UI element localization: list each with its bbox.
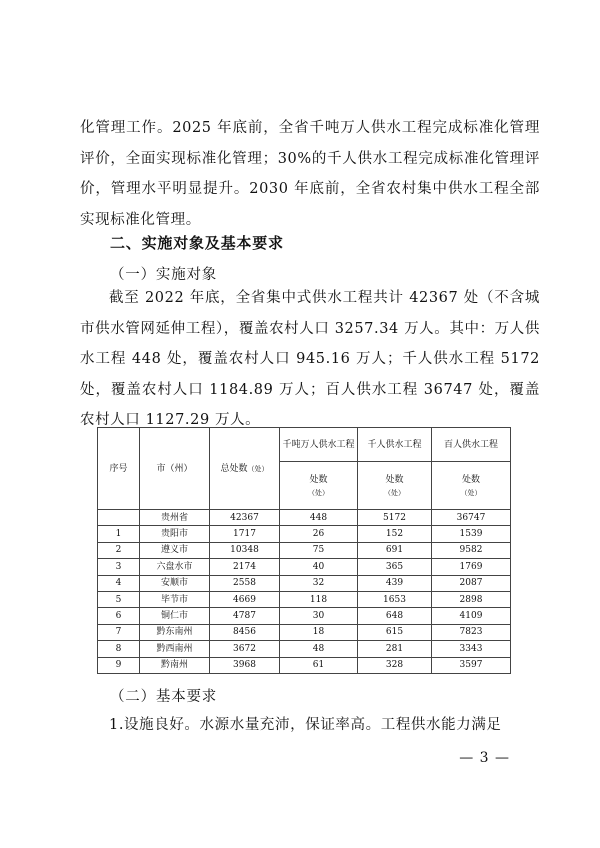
- cell-total: 3672: [210, 641, 280, 657]
- cell-seq: 4: [98, 575, 140, 591]
- cell-qd: 18: [280, 624, 358, 640]
- table-row: [98, 510, 511, 526]
- cell-br: 4109: [432, 608, 511, 624]
- cell-qd: 40: [280, 559, 358, 575]
- cell-seq: 5: [98, 591, 140, 607]
- cell-city: 贵州省: [140, 510, 210, 526]
- header-city: 市（州）: [140, 428, 210, 510]
- cell-seq: 8: [98, 641, 140, 657]
- header-seq: 序号: [98, 428, 140, 510]
- cell-qr: 365: [358, 559, 432, 575]
- subsection-heading-requirements: （二）基本要求: [110, 689, 218, 705]
- cell-city: 毕节市: [140, 591, 210, 607]
- cell-qr: 615: [358, 624, 432, 640]
- table-row: [98, 608, 511, 624]
- cell-total: 2174: [210, 559, 280, 575]
- cell-total: 4787: [210, 608, 280, 624]
- paragraph-objects: 截至 2022 年底，全省集中式供水工程共计 42367 处（不含城市供水管网延伸工程），覆盖农村人口 3257.34 万人。其中：万人供水工程 448 处，覆盖农村人口 945.16 万人；千人供水工程 5172 处，覆盖农村人口 1184.89 万人；百人供水工程 36747 处，覆盖农村人口 1127.29 万人。: [80, 290, 540, 428]
- table-row: [98, 657, 511, 673]
- header-br-count: 处数 （处）: [432, 462, 511, 510]
- cell-seq: 2: [98, 542, 140, 558]
- cell-qd: 32: [280, 575, 358, 591]
- cell-seq: 1: [98, 526, 140, 542]
- cell-seq: 9: [98, 657, 140, 673]
- cell-total: 2558: [210, 575, 280, 591]
- cell-qd: 75: [280, 542, 358, 558]
- cell-qd: 30: [280, 608, 358, 624]
- cell-qr: 152: [358, 526, 432, 542]
- cell-qr: 648: [358, 608, 432, 624]
- cell-total: 4669: [210, 591, 280, 607]
- cell-city: 遵义市: [140, 542, 210, 558]
- cell-qr: 691: [358, 542, 432, 558]
- cell-city: 黔东南州: [140, 624, 210, 640]
- table-row: [98, 575, 511, 591]
- cell-city: 黔西南州: [140, 641, 210, 657]
- cell-br: 36747: [432, 510, 511, 526]
- header-qr-count: 处数 （处）: [358, 462, 432, 510]
- cell-total: 10348: [210, 542, 280, 558]
- header-qr: 千人供水工程: [358, 428, 432, 462]
- table-row: [98, 591, 511, 607]
- cell-qd: 26: [280, 526, 358, 542]
- cell-city: 安顺市: [140, 575, 210, 591]
- cell-br: 1539: [432, 526, 511, 542]
- cell-seq: 3: [98, 559, 140, 575]
- cell-qd: 118: [280, 591, 358, 607]
- subsection-heading-objects: （一）实施对象: [110, 267, 218, 283]
- header-br: 百人供水工程: [432, 428, 511, 462]
- paragraph-requirements: 1.设施良好。水源水量充沛，保证率高。工程供水能力满足: [109, 717, 502, 733]
- cell-seq: [98, 510, 140, 526]
- table-row: [98, 526, 511, 542]
- header-total: 总处数（处）: [210, 428, 280, 510]
- cell-seq: 7: [98, 624, 140, 640]
- cell-seq: 6: [98, 608, 140, 624]
- cell-qd: 448: [280, 510, 358, 526]
- cell-city: 黔南州: [140, 657, 210, 673]
- cell-br: 2898: [432, 591, 511, 607]
- table-row: [98, 542, 511, 558]
- header-qd: 千吨万人供水工程: [280, 428, 358, 462]
- cell-qr: 281: [358, 641, 432, 657]
- cell-br: 2087: [432, 575, 511, 591]
- cell-br: 7823: [432, 624, 511, 640]
- cell-qr: 5172: [358, 510, 432, 526]
- table-row: [98, 624, 511, 640]
- cell-qr: 439: [358, 575, 432, 591]
- cell-total: 8456: [210, 624, 280, 640]
- cell-total: 1717: [210, 526, 280, 542]
- cell-city: 贵阳市: [140, 526, 210, 542]
- water-supply-table: [97, 427, 511, 674]
- cell-br: 3343: [432, 641, 511, 657]
- header-qd-count: 处数 （处）: [280, 462, 358, 510]
- table-row: [98, 641, 511, 657]
- cell-br: 1769: [432, 559, 511, 575]
- cell-br: 9582: [432, 542, 511, 558]
- paragraph-intro: 化管理工作。2025 年底前，全省千吨万人供水工程完成标准化管理评价，全面实现标准化管理；30%的千人供水工程完成标准化管理评价，管理水平明显提升。2030 年底前，全省农村集中供水工程全部实现标准化管理。: [80, 120, 540, 228]
- cell-city: 铜仁市: [140, 608, 210, 624]
- cell-qd: 48: [280, 641, 358, 657]
- cell-qd: 61: [280, 657, 358, 673]
- table-row: [98, 559, 511, 575]
- cell-city: 六盘水市: [140, 559, 210, 575]
- page-number: — 3 —: [459, 750, 510, 766]
- cell-qr: 328: [358, 657, 432, 673]
- section-heading: 二、实施对象及基本要求: [110, 234, 284, 252]
- cell-total: 42367: [210, 510, 280, 526]
- cell-br: 3597: [432, 657, 511, 673]
- cell-qr: 1653: [358, 591, 432, 607]
- cell-total: 3968: [210, 657, 280, 673]
